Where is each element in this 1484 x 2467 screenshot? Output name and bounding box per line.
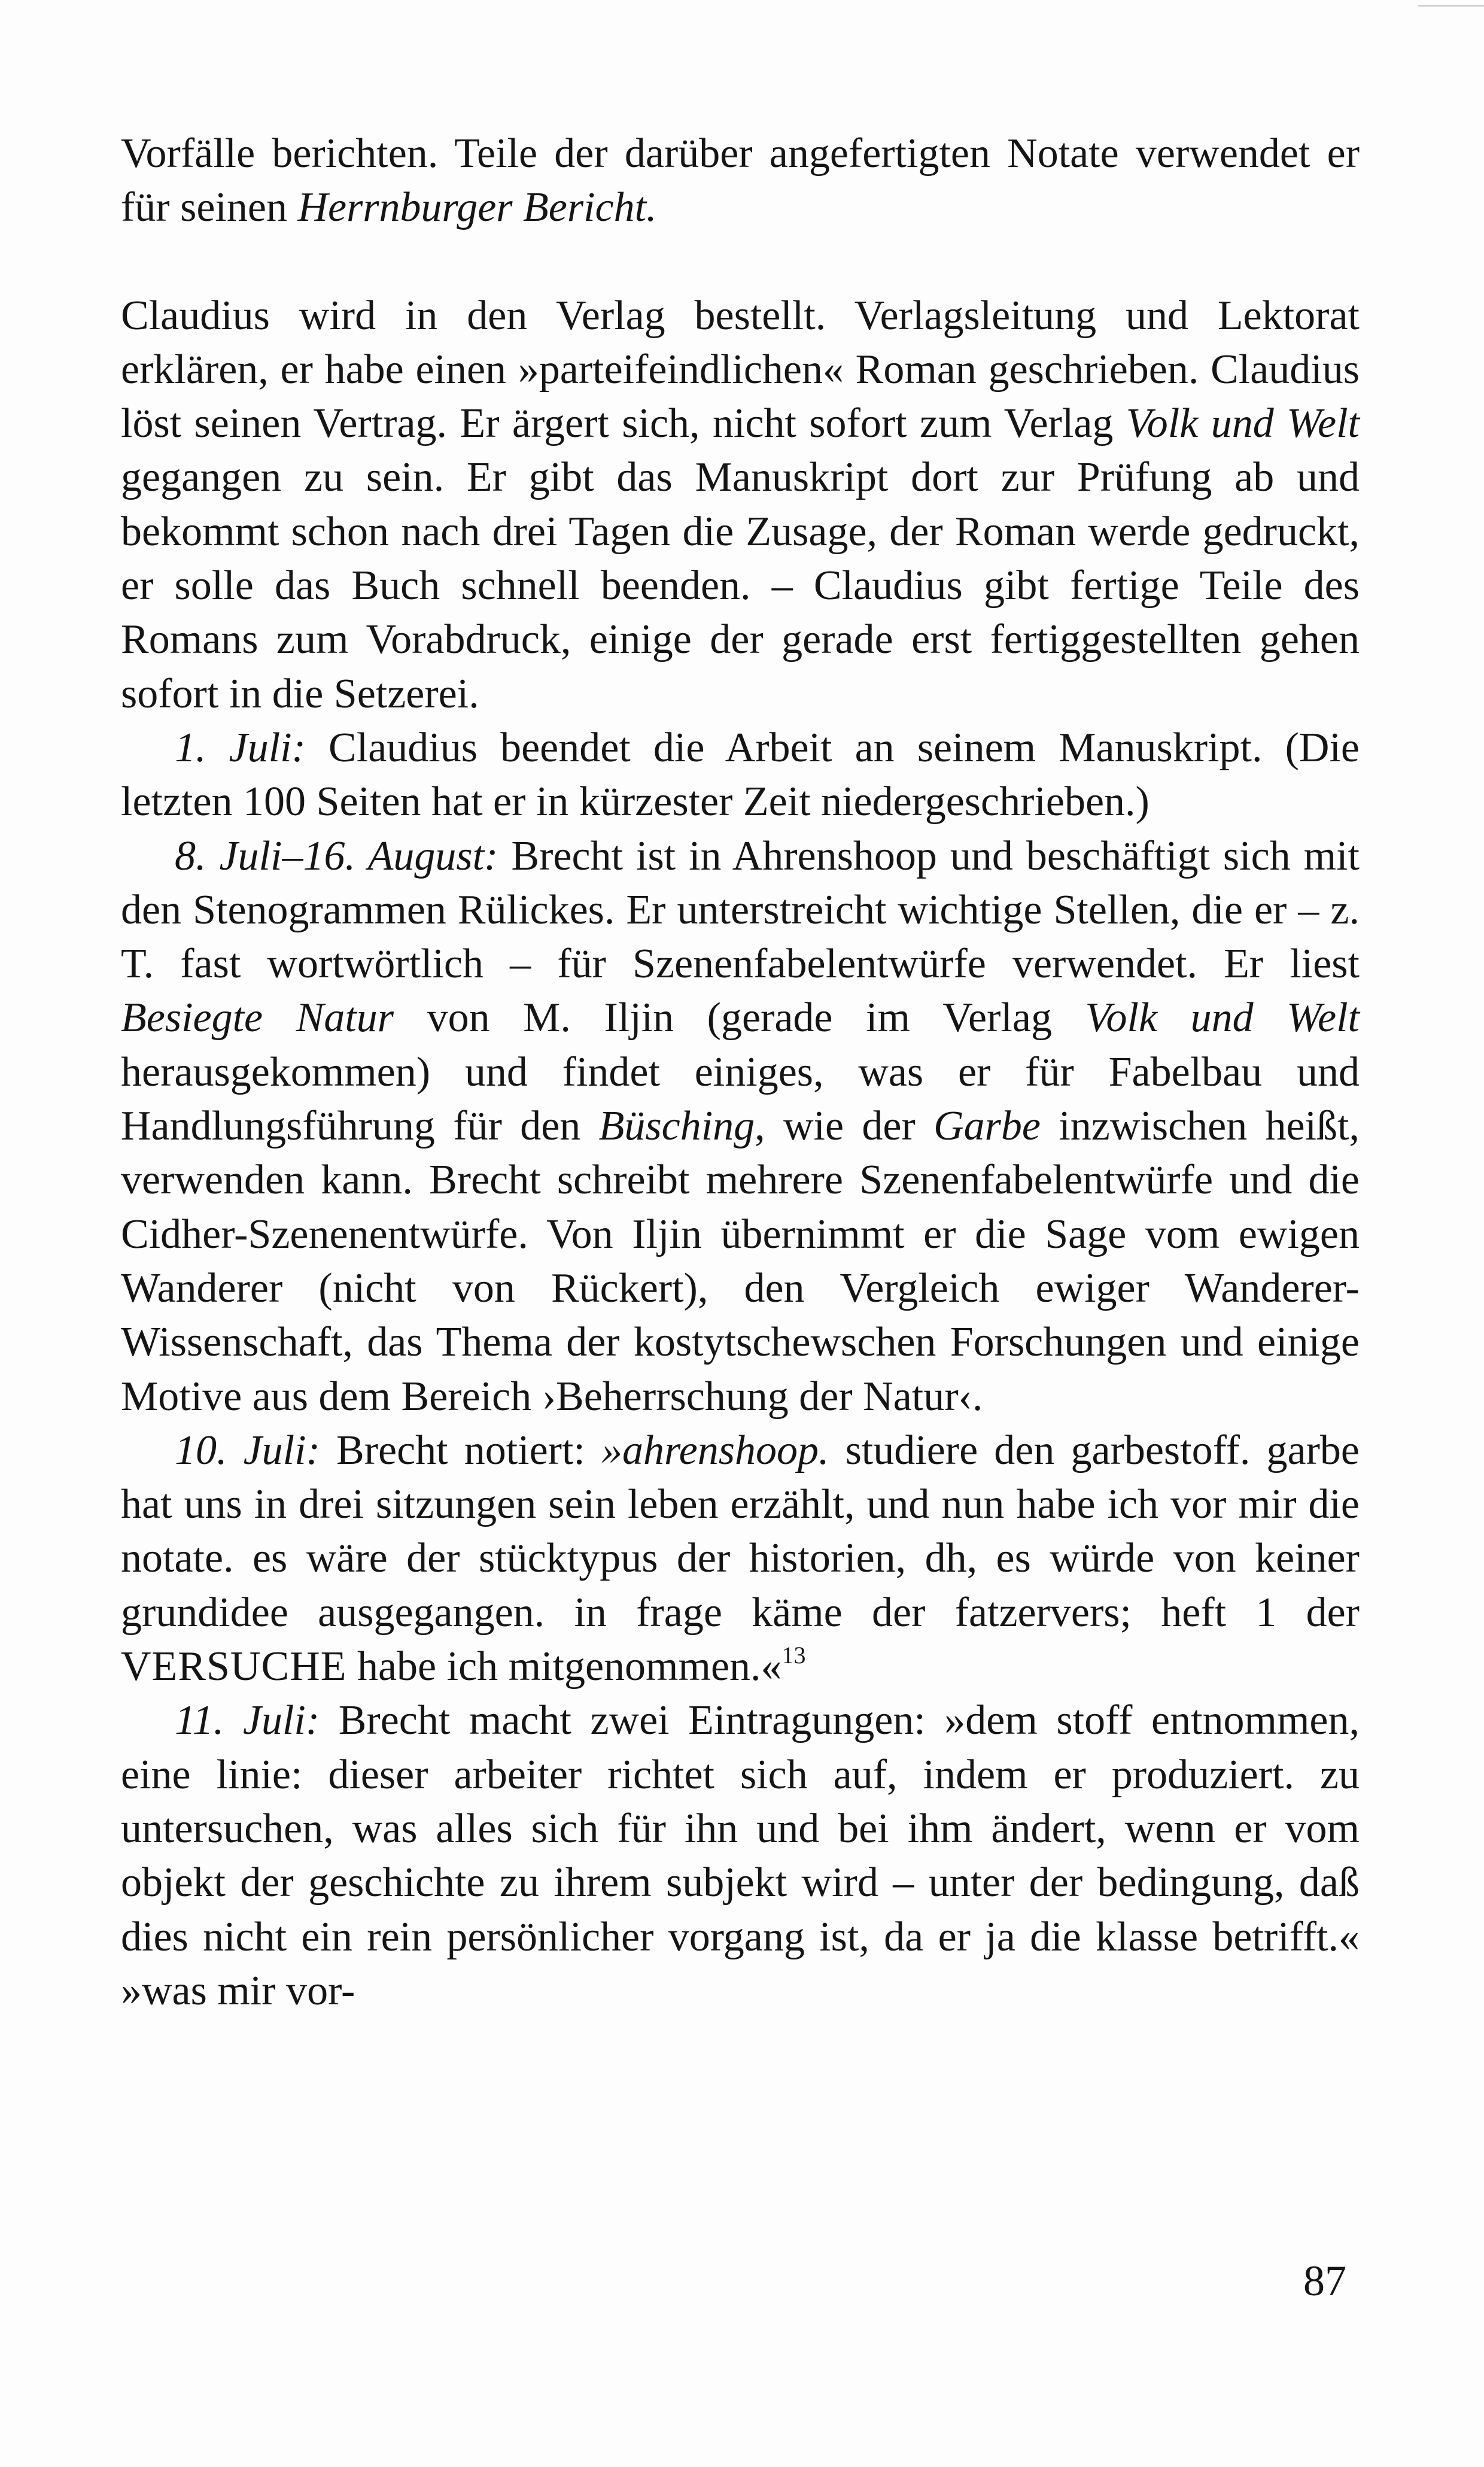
- text-run: Claudius beendet die Arbeit an seinem Manuskript. (Die letzten 100 Seiten hat er in kürzester Zeit niedergeschrieben.): [121, 724, 1360, 825]
- text-run: Brecht notiert:: [320, 1427, 601, 1473]
- text-run: herausgekommen) und findet einiges, was er für Fabelbau und Handlungsführung für den: [121, 1049, 1360, 1150]
- italic-text: Herrnburger Bericht.: [297, 184, 657, 231]
- text-run: gegangen zu sein. Er gibt das Manuskript dort zur Prüfung ab und bekommt schon nach drei Tagen die Zusage, der Roman werde gedruckt, er solle das Buch schnell beenden. – Claudius gibt fertige Teile des Romans zum Vorabdruck, einige der gerade erst fertiggestellten gehen sofort in die Setzerei.: [121, 454, 1360, 717]
- text-run: , wie der: [755, 1103, 934, 1150]
- paragraph-10-juli: [121, 1424, 1360, 1694]
- footnote-marker: 13: [781, 1642, 806, 1669]
- italic-text: Garbe: [933, 1103, 1041, 1150]
- page-edge-rule: [1418, 5, 1484, 7]
- paragraph-1-juli: [121, 721, 1360, 830]
- paragraph-11-juli: [121, 1694, 1360, 2018]
- text-run: von M. Iljin (gerade im Verlag: [394, 995, 1085, 1041]
- text-run: inzwischen heißt, verwenden kann. Brecht schreibt mehrere Szenenfabelentwürfe und die Cidher-Szenenentwürfe. Von Iljin übernimmt er die Sage vom ewigen Wanderer (nicht von Rückert), den Vergleich ewiger Wanderer-Wissenschaft, das Thema der kostytschewschen Forschungen und einige Motive aus dem Bereich ›Beherrschung der Natur‹.: [121, 1103, 1360, 1420]
- italic-text: »ahrenshoop.: [601, 1427, 829, 1473]
- paragraph-claudius-verlag: [121, 289, 1360, 721]
- page-number: 87: [1303, 2257, 1346, 2305]
- text-run: Brecht macht zwei Eintragungen: »dem stoff entnommen, eine linie: dieser arbeiter richtet sich auf, indem er produziert. zu untersuchen, was alles sich für ihn und bei ihm ändert, wenn er vom objekt der geschichte zu ihrem subjekt wird – unter der bedingung, daß dies nicht ein rein persönlicher vorgang ist, da er ja die klasse betrifft.« »was mir vor-: [121, 1697, 1360, 2014]
- italic-text: 1. Juli:: [175, 724, 306, 771]
- text-run: studiere den garbestoff. garbe hat uns in drei sitzungen sein leben erzählt, und nun habe ich vor mir die notate. es wäre der stücktypus der historien, dh, es würde von keiner grundidee ausgegangen. in frage käme der fatzervers; heft 1 der: [121, 1427, 1360, 1636]
- italic-text: Büsching: [598, 1103, 755, 1150]
- italic-text: Besiegte Natur: [121, 995, 394, 1041]
- italic-text: 11. Juli:: [175, 1697, 320, 1744]
- text-run: habe ich mitgenommen.«: [346, 1643, 782, 1690]
- paragraph-8-juli-16-august: [121, 830, 1360, 1424]
- text-run: Vorfälle berichten. Teile der darüber angefertigten Notate verwendet er für seinen: [121, 130, 1360, 231]
- paragraph-continuation: [121, 127, 1360, 235]
- text-run: Brecht ist in Ahrenshoop und beschäftigt sich mit den Stenogrammen Rülickes. Er unterstreicht wichtige Stellen, die er – z. T. fast wortwörtlich – für Szenenfabelentwürfe verwendet. Er liest: [121, 833, 1360, 988]
- text-run: Claudius wird in den Verlag bestellt. Verlagsleitung und Lektorat erklären, er habe einen »parteifeindlichen« Roman geschrieben. Claudius löst seinen Vertrag. Er ärgert sich, nicht sofort zum Verlag: [121, 292, 1360, 447]
- italic-text: Volk und Welt: [1126, 400, 1360, 447]
- italic-text: 10. Juli:: [175, 1427, 320, 1473]
- italic-text: 8. Juli–16. August:: [175, 833, 498, 879]
- italic-text: Volk und Welt: [1085, 995, 1360, 1041]
- caps-text: VERSUCHE: [121, 1643, 347, 1690]
- body-text: [121, 127, 1360, 2018]
